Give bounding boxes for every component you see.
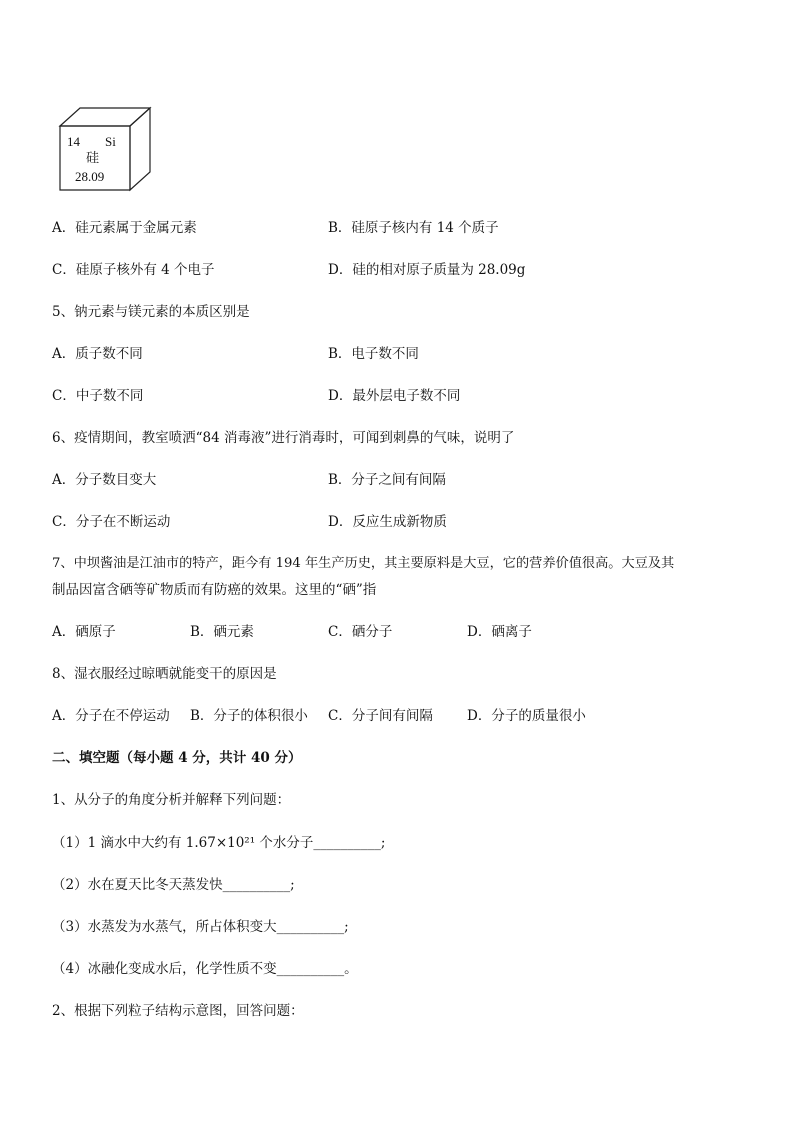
q8-option-b: B．分子的体积很小 [190, 708, 308, 724]
q4-option-b: B．硅原子核内有 14 个质子 [328, 220, 499, 236]
q4-option-d: D．硅的相对原子质量为 28.09g [328, 262, 526, 278]
q5-option-a: A．质子数不同 [52, 346, 143, 362]
q8-option-d: D．分子的质量很小 [467, 708, 586, 724]
q7-option-a: A．硒原子 [52, 624, 116, 640]
q7-option-b: B．硒元素 [190, 624, 254, 640]
q7-option-c: C．硒分子 [328, 624, 393, 640]
q5-option-c: C．中子数不同 [52, 388, 144, 404]
atomic-number: 14 [67, 134, 80, 149]
cube-top-face [60, 108, 150, 126]
fill1-stem: 1、从分子的角度分析并解释下列问题： [52, 792, 291, 808]
q7-option-d: D．硒离子 [467, 624, 532, 640]
q6-option-c: C．分子在不断运动 [52, 514, 171, 530]
atomic-mass: 28.09 [75, 169, 105, 184]
q6-option-b: B．分子之间有间隔 [328, 472, 446, 488]
q4-option-c: C．硅原子核外有 4 个电子 [52, 262, 215, 278]
q5-stem: 5、钠元素与镁元素的本质区别是 [52, 304, 250, 320]
silicon-element-card [52, 106, 152, 192]
q7-stem-line2: 制品因富含硒等矿物质而有防癌的效果。这里的“硒”指 [52, 582, 377, 598]
q8-stem: 8、湿衣服经过晾晒就能变干的原因是 [52, 666, 277, 682]
section-heading-fill-in: 二、填空题（每小题 4 分，共计 40 分） [52, 750, 302, 766]
q6-option-a: A．分子数目变大 [52, 472, 157, 488]
q5-option-d: D．最外层电子数不同 [328, 388, 461, 404]
q4-option-a: A．硅元素属于金属元素 [52, 220, 197, 236]
fill2-stem: 2、根据下列粒子结构示意图，回答问题： [52, 1003, 304, 1019]
q8-option-c: C．分子间有间隔 [328, 708, 433, 724]
fill1-item-2: （2）水在夏天比冬天蒸发快__________; [52, 877, 295, 893]
q5-option-b: B．电子数不同 [328, 346, 419, 362]
element-name: 硅 [86, 150, 100, 165]
fill1-item-3: （3）水蒸发为水蒸气，所占体积变大__________; [52, 919, 349, 935]
q6-option-d: D．反应生成新物质 [328, 514, 447, 530]
q6-stem: 6、疫情期间，教室喷洒“84 消毒液”进行消毒时，可闻到刺鼻的气味，说明了 [52, 430, 515, 446]
cube-side-face [130, 108, 150, 190]
q7-stem-line1: 7、中坝酱油是江油市的特产，距今有 194 年生产历史，其主要原料是大豆，它的营养价值很高。大豆及其 [52, 556, 675, 571]
fill1-item-4: （4）冰融化变成水后，化学性质不变__________。 [52, 961, 358, 977]
q8-option-a: A．分子在不停运动 [52, 708, 170, 724]
fill1-item-1: （1）1 滴水中大约有 1.67×10²¹ 个水分子__________; [52, 835, 386, 851]
element-symbol: Si [105, 134, 116, 149]
